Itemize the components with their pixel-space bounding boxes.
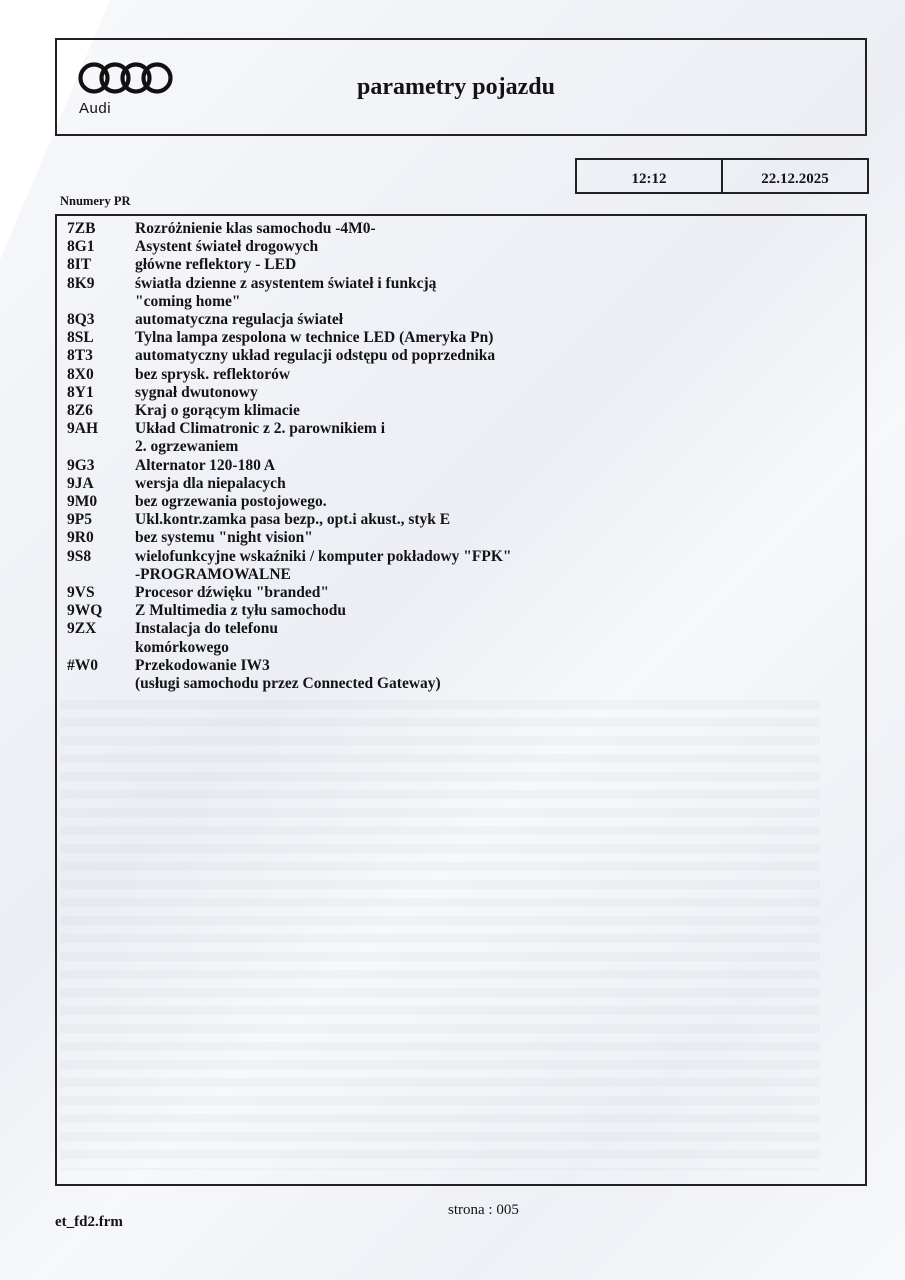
pr-code: 9R0 [67, 529, 94, 547]
pr-code: 8X0 [67, 365, 94, 383]
list-item [57, 584, 865, 602]
pr-description: Procesor dźwięku "branded" [135, 584, 330, 602]
pr-code: 9S8 [67, 547, 92, 565]
pr-description: automatyczny układ regulacji odstępu od poprzednika [135, 347, 496, 365]
pr-number-list [55, 214, 867, 1186]
pr-description: bez ogrzewania postojowego. [135, 493, 327, 511]
pr-description: Ukl.kontr.zamka pasa bezp., opt.i akust., styk E [135, 511, 451, 529]
pr-code: 8T3 [67, 347, 93, 365]
list-item [57, 256, 865, 274]
list-item [57, 548, 865, 584]
pr-description: Kraj o gorącym klimacie [135, 402, 300, 420]
pr-code: 7ZB [67, 220, 96, 237]
pr-code: 9JA [67, 474, 94, 492]
list-item [57, 620, 865, 656]
document-header [55, 38, 867, 136]
pr-description: Instalacja do telefonu komórkowego [135, 620, 278, 656]
pr-description: automatyczna regulacja świateł [135, 311, 344, 329]
section-label: Nnumery PR [60, 194, 131, 208]
list-item [57, 657, 865, 693]
pr-code: 8Q3 [67, 311, 95, 329]
pr-description: Z Multimedia z tyłu samochodu [135, 602, 346, 620]
list-item [57, 602, 865, 620]
list-item [57, 220, 865, 238]
pr-code: #W0 [67, 656, 98, 674]
list-item [57, 529, 865, 547]
list-item [57, 311, 865, 329]
pr-code: 9VS [67, 584, 95, 602]
pr-description: Tylna lampa zespolona w technice LED (Ameryka Pn) [135, 329, 494, 347]
list-item [57, 366, 865, 384]
list-item [57, 493, 865, 511]
pr-code: 9ZX [67, 620, 97, 638]
audi-rings-icon [77, 60, 177, 96]
time-cell: 12:12 [631, 171, 667, 187]
pr-description: bez sprysk. reflektorów [135, 365, 291, 383]
page-title: parametry pojazdu [357, 74, 555, 100]
list-item [57, 238, 865, 256]
pr-description: Przekodowanie IW3 (usługi samochodu przez Connected Gateway) [135, 656, 441, 693]
pr-description: wielofunkcyjne wskaźniki / komputer pokładowy "FPK" -PROGRAMOWALNE [135, 547, 512, 583]
pr-code: 9G3 [67, 456, 95, 474]
list-item [57, 329, 865, 347]
list-item [57, 420, 865, 456]
pr-code: 8G1 [67, 238, 95, 256]
pr-code: 8Z6 [67, 402, 93, 420]
meta-box [575, 158, 869, 194]
form-name: et_fd2.frm [55, 1214, 123, 1230]
pr-description: Asystent świateł drogowych [135, 238, 319, 256]
list-item [57, 402, 865, 420]
list-item [57, 511, 865, 529]
list-item [57, 275, 865, 311]
pr-description: wersja dla niepalacych [135, 474, 286, 492]
pr-description: Układ Climatronic z 2. parownikiem i 2. ogrzewaniem [135, 420, 386, 456]
pr-code: 9AH [67, 420, 98, 438]
audi-logo [77, 60, 177, 120]
list-item [57, 475, 865, 493]
pr-code: 8K9 [67, 274, 95, 292]
pr-description: światła dzienne z asystentem świateł i funkcją "coming home" [135, 274, 437, 310]
pr-code: 8IT [67, 256, 92, 274]
pr-description: Rozróżnienie klas samochodu -4M0- [135, 220, 376, 237]
date-cell: 22.12.2025 [721, 160, 867, 192]
pr-description: sygnał dwutonowy [135, 383, 258, 401]
pr-code: 8SL [67, 329, 94, 347]
page-number: strona : 005 [448, 1202, 519, 1218]
pr-code: 9M0 [67, 493, 98, 511]
list-item [57, 457, 865, 475]
list-item [57, 347, 865, 365]
brand-name: Audi [79, 100, 112, 117]
pr-code: 9P5 [67, 511, 92, 529]
list-item [57, 384, 865, 402]
pr-code: 9WQ [67, 602, 103, 620]
pr-description: bez systemu "night vision" [135, 529, 313, 547]
pr-description: Alternator 120-180 A [135, 456, 276, 474]
pr-code: 8Y1 [67, 383, 94, 401]
pr-description: główne reflektory - LED [135, 256, 297, 274]
